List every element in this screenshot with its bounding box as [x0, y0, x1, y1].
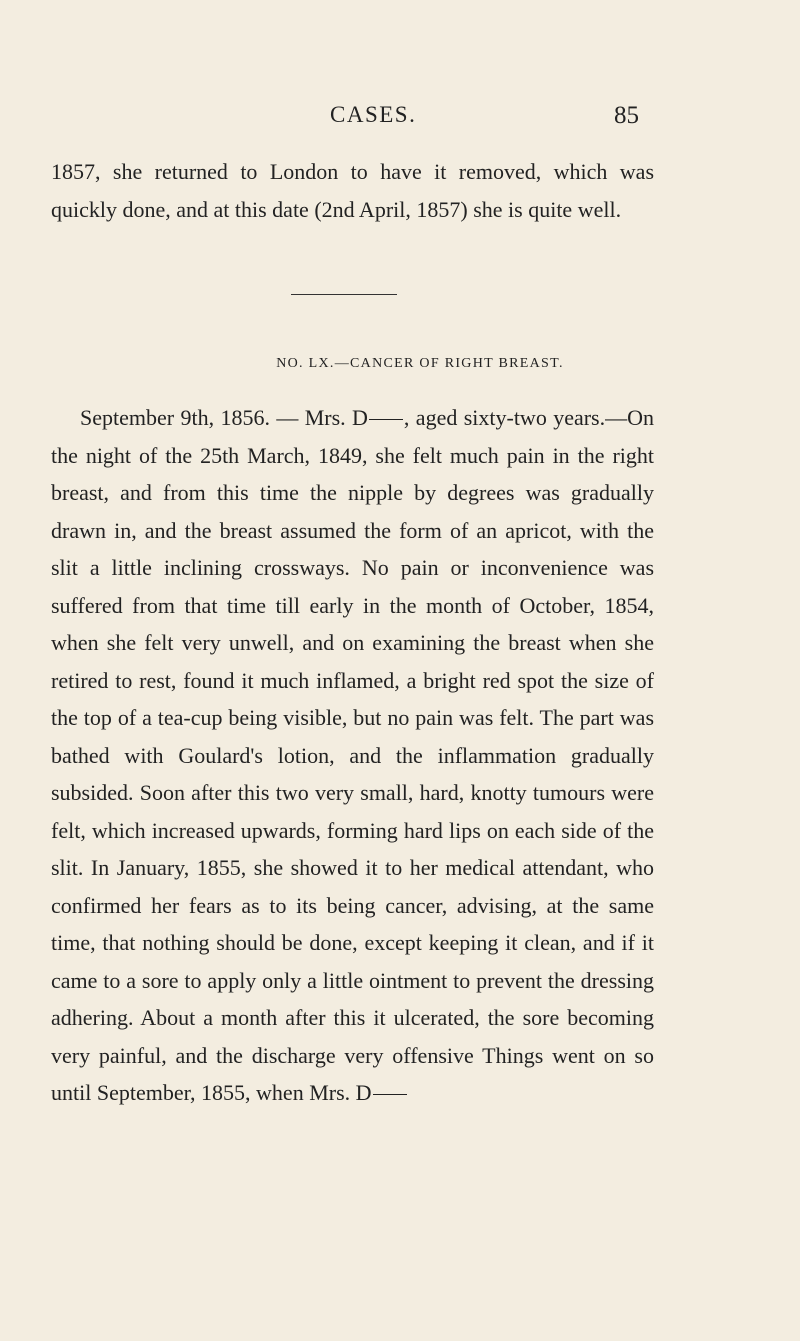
continuation-paragraph: [51, 153, 654, 228]
section-divider: [291, 294, 397, 295]
running-head: CASES.: [330, 102, 417, 127]
page-number: 85: [614, 102, 639, 129]
case-text: , aged sixty-two years.—On the night of the 25th March, 1849, she felt much pain in the right breast, and from this time the nipple by degrees was gradually drawn in, and the breast assumed the form of an apricot, with the slit a little inclining crossways. No pain or inconvenience was suffered from that time till early in the month of October, 1854, when she felt very unwell, and on examining the breast when she retired to rest, found it much inflamed, a bright red spot the size of the top of a tea-cup being visible, but no pain was felt. The part was bathed with Goulard's lotion, and the inflammation gradually subsided. Soon after this two very small, hard, knotty tumours were felt, which increased upwards, forming hard lips on each side of the slit. In January, 1855, she showed it to her medical attendant, who confirmed her fears as to its being cancer, advising, at the same time, that nothing should be done, except keeping it clean, and if it came to a sore to apply only a little ointment to prevent the dressing adhering. About a month after this it ulcerated, the sore becoming very painful, and the discharge very offensive Things went on so until September, 1855, when Mrs. D: [51, 405, 654, 1105]
continuation-text: 1857, she returned to London to have it removed, which was quickly done, and at this date (2nd April, 1857) she is quite well.: [51, 159, 654, 222]
trailing-blank-dash: [373, 1094, 407, 1095]
case-paragraph: [51, 399, 654, 1112]
case-heading: NO. LX.—CANCER OF RIGHT BREAST.: [276, 356, 564, 371]
case-body: [51, 399, 654, 1112]
page-header: [0, 102, 800, 136]
name-blank-dash: [369, 419, 403, 420]
case-opening: September 9th, 1856. — Mrs. D: [80, 405, 368, 430]
